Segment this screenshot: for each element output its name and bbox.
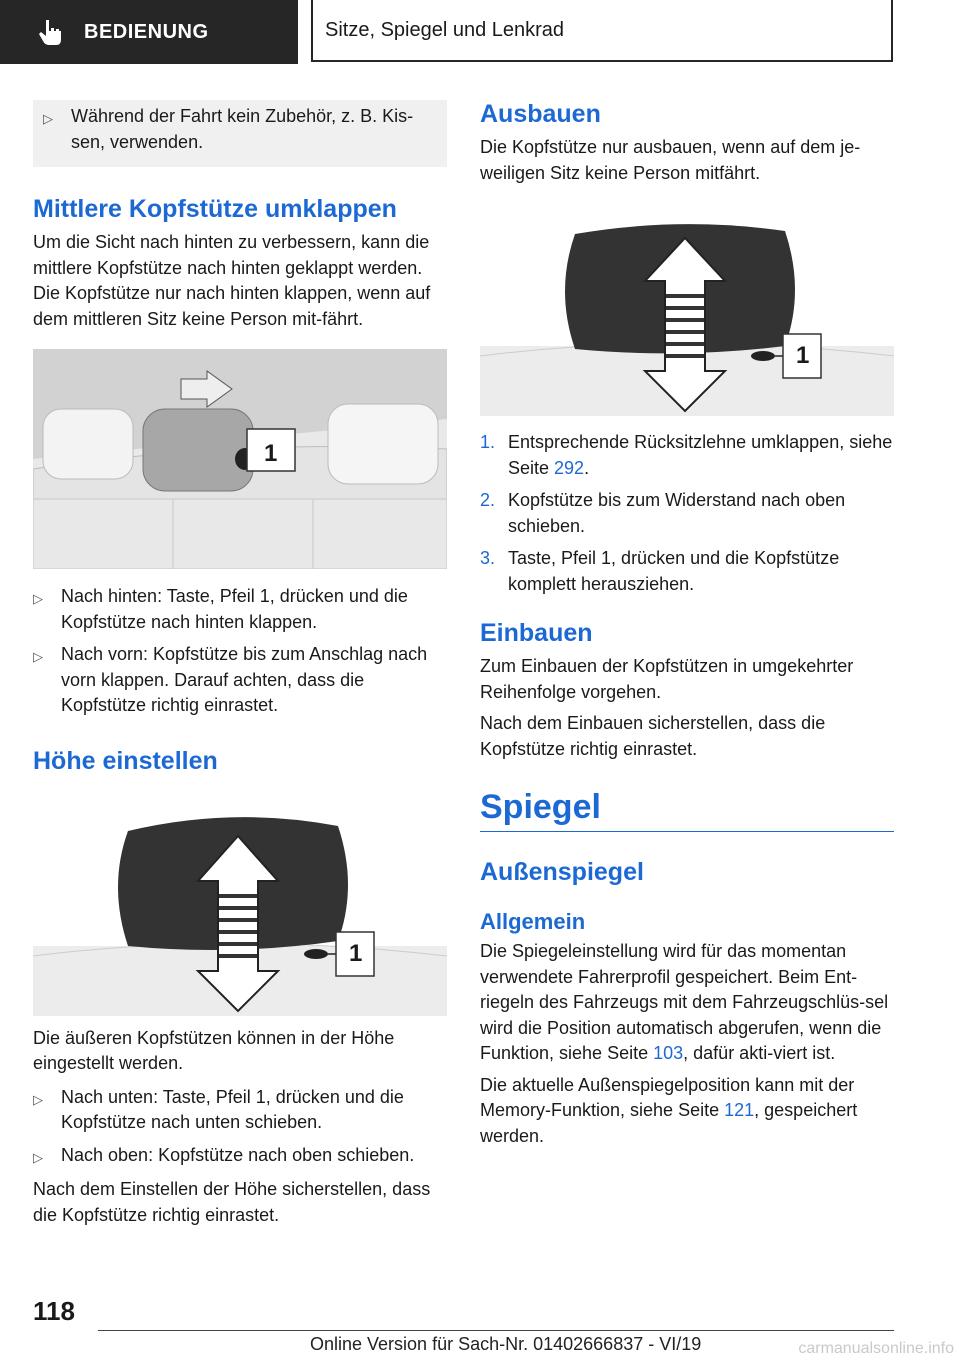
middle-headrest-text: Um die Sicht nach hinten zu verbessern, kann die mittlere Kopfstütze nach hinten geklappt werden. Die Kopfstütze nur nach hinten klappen, wenn auf dem mittleren Sitz keine Person mit-fährt. — [33, 232, 431, 329]
page-number: 118 — [33, 1296, 75, 1326]
section-heading-middle-headrest: Mittlere Kopfstütze umklappen — [33, 195, 397, 223]
rear-seat-image — [33, 349, 447, 569]
right-column — [480, 100, 894, 1149]
section-heading-remove: Ausbauen — [480, 100, 601, 128]
footer-online-text: Online Version für Sach-Nr. 01402666837 - VI/19 — [310, 1334, 702, 1354]
remove-illustration — [480, 216, 894, 416]
middle-headrest-illustration — [33, 349, 447, 569]
subheading-general: Allgemein — [480, 909, 586, 934]
hand-pointer-icon — [36, 17, 66, 47]
chapter-heading-mirror: Spiegel — [480, 788, 601, 826]
install-text-2: Nach dem Einbauen sicherstellen, dass die Kopfstütze richtig einrastet. — [480, 713, 826, 759]
remove-text: Die Kopfstütze nur ausbauen, wenn auf dem je-weiligen Sitz keine Person mitfährt. — [480, 137, 861, 183]
footer-divider — [98, 1330, 894, 1331]
general-text-2: Die aktuelle Außenspiegelposition kann mit der Memory-Funktion, siehe Seite 121, gespeichert werden. — [480, 1074, 858, 1146]
bullet-item: ▷ Nach unten: Taste, Pfeil 1, drücken und die Kopfstütze nach unten schieben. — [33, 1085, 447, 1136]
callout-number: 1 — [349, 939, 363, 967]
general-text-1: Die Spiegeleinstellung wird für das momentan verwendete Fahrerprofil gespeichert. Beim Ent-riegeln des Fahrzeugs mit dem Fahrzeugschlüs-sel wird die Position automatisch abgerufen, wenn die Funktion, siehe Seite 103, dafür akti-viert ist. — [480, 941, 889, 1063]
section-tab — [0, 0, 298, 64]
section-heading-height: Höhe einstellen — [33, 746, 218, 775]
watermark: carmanualsonline.info — [798, 1340, 954, 1357]
list-item: 2. Kopfstütze bis zum Widerstand nach oben schieben. — [480, 490, 846, 536]
section-label: BEDIENUNG — [84, 20, 209, 43]
triangle-bullet-icon: ▷ — [33, 1091, 43, 1107]
install-text-1: Zum Einbauen der Kopfstützen in umgekehrter Reihenfolge vorgehen. — [480, 656, 854, 702]
bullet-item: ▷ Nach vorn: Kopfstütze bis zum Anschlag nach vorn klappen. Darauf achten, dass die Kopfstütze richtig einrastet. — [33, 642, 447, 719]
height-adjust-illustration — [33, 806, 447, 1016]
triangle-bullet-icon: ▷ — [33, 1149, 43, 1165]
note-text: Während der Fahrt kein Zubehör, z. B. Kis-sen, verwenden. — [71, 106, 414, 152]
page-header — [0, 0, 960, 66]
left-column — [33, 100, 447, 1228]
callout-number: 1 — [264, 440, 278, 467]
remove-steps — [480, 430, 894, 597]
callout-number: 1 — [796, 342, 810, 369]
chapter-heading-block — [480, 788, 894, 832]
section-heading-outer-mirror: Außenspiegel — [480, 858, 644, 886]
height-after-text: Nach dem Einstellen der Höhe sicherstellen, dass die Kopfstütze richtig einrastet. — [33, 1179, 431, 1225]
headrest-remove-image — [480, 216, 894, 416]
list-item: 3. Taste, Pfeil 1, drücken und die Kopfstütze komplett herausziehen. — [480, 548, 840, 594]
headrest-height-image — [33, 806, 447, 1016]
chapter-tab — [311, 0, 893, 62]
page-link[interactable]: 121 — [724, 1100, 755, 1120]
chapter-title: Sitze, Spiegel und Lenkrad — [325, 18, 565, 41]
triangle-bullet-icon: ▷ — [33, 649, 43, 664]
triangle-bullet-icon: ▷ — [33, 591, 43, 606]
page-link[interactable]: 103 — [653, 1043, 684, 1063]
accessory-note — [33, 100, 447, 167]
page-link[interactable]: 292 — [554, 457, 585, 478]
list-item: 1. Entsprechende Rücksitzlehne umklappen, siehe Seite 292. — [480, 432, 893, 478]
section-heading-install: Einbauen — [480, 619, 593, 647]
triangle-bullet-icon: ▷ — [43, 111, 53, 126]
bullet-item: ▷ Nach hinten: Taste, Pfeil 1, drücken und die Kopfstütze nach hinten klappen. — [33, 584, 447, 635]
bullet-item: ▷ Nach oben: Kopfstütze nach oben schieben. — [33, 1143, 447, 1171]
height-text: Die äußeren Kopfstützen können in der Höhe eingestellt werden. — [33, 1027, 395, 1073]
